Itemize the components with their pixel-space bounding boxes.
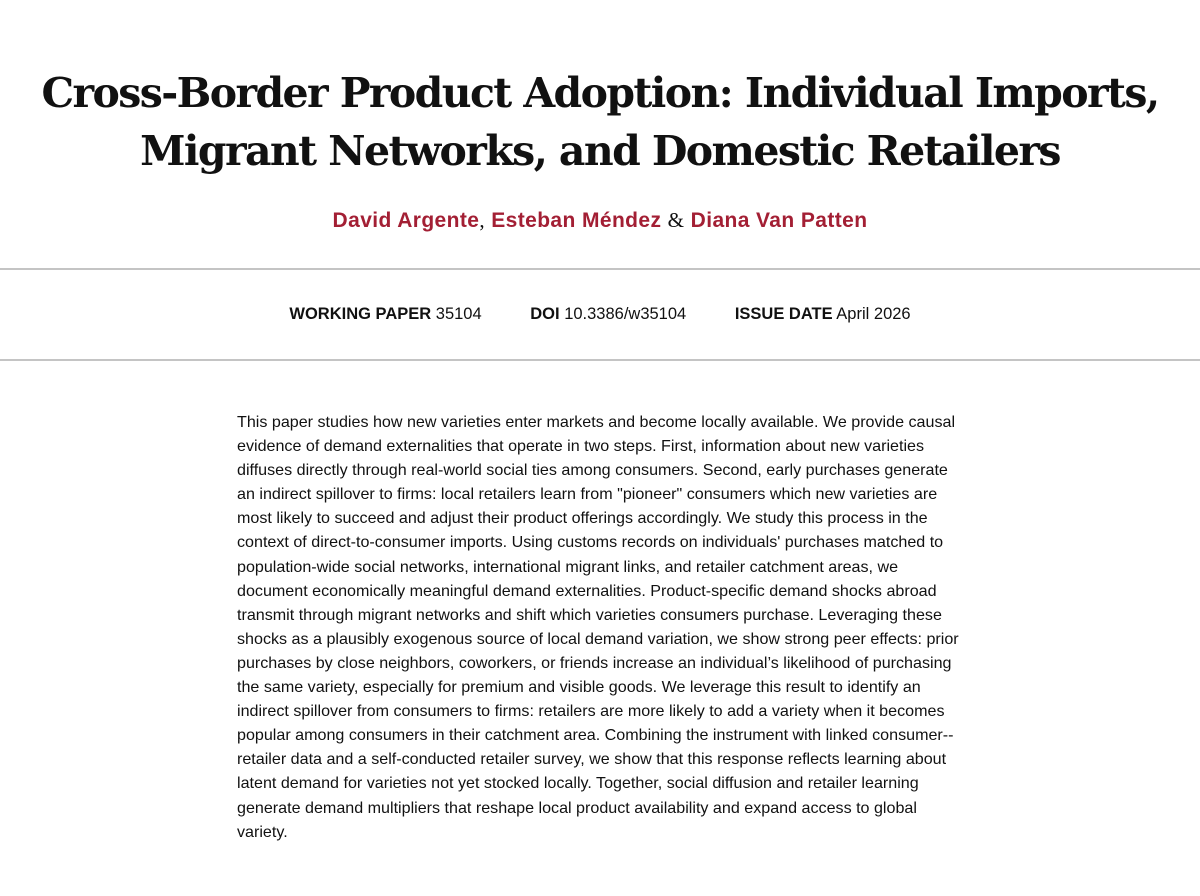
author-link-esteban-mendez[interactable]: Esteban Méndez — [491, 209, 662, 232]
doi — [530, 303, 686, 325]
issue-date-label: ISSUE DATE — [734, 305, 833, 323]
working-paper-label: WORKING PAPER — [289, 305, 432, 323]
paper-title — [0, 64, 1200, 180]
author-separator-ampersand: & — [667, 208, 685, 232]
abstract-text: This paper studies how new varieties enter markets and become locally available. We provide causal evidence of demand externalities that operate in two steps. First, information about new varieties diffuses directly through real-world social ties among consumers. Second, early purchases generate an indirect spillover to firms: local retailers learn from "pioneer" consumers which new varieties are most likely to succeed and adjust their product offerings accordingly. We study this process in the context of direct-to-consumer imports. Using customs records on individuals' purchases matched to population-wide social networks, international migrant links, and retailer catchment areas, we document economically meaningful demand externalities. Product-specific demand shocks abroad transmit through migrant networks and shift which varieties consumers purchase. Leveraging these shocks as a plausibly exogenous source of local demand variation, we show strong peer effects: prior purchases by close neighbors, coworkers, or friends increase an individual’s likelihood of purchasing the same variety, especially for premium and visible goods. We leverage this result to identify an indirect spillover from consumers to firms: retailers are more likely to add a variety when it becomes popular among consumers in their catchment area. Combining the instrument with linked consumer--retailer data and a self-conducted retailer survey, we show that this response reflects learning about latent demand for varieties not yet stocked locally. Together, social diffusion and retailer learning generate demand multipliers that reshape local product availability and expand access to global variety. — [237, 413, 959, 841]
author-link-david-argente[interactable]: David Argente — [332, 209, 480, 232]
author-separator-comma: , — [479, 208, 485, 232]
meta-bottom-divider — [0, 359, 1200, 361]
paper-title-line-2: Migrant Networks, and Domestic Retailers — [140, 127, 1060, 175]
paper-meta-bar — [0, 303, 1200, 325]
issue-date-value: April 2026 — [836, 305, 911, 323]
doi-value: 10.3386/w35104 — [564, 305, 687, 323]
issue-date — [735, 303, 911, 325]
working-paper-value: 35104 — [435, 305, 482, 323]
working-paper-number — [289, 303, 481, 325]
author-list — [0, 206, 1200, 235]
paper-title-line-1: Cross-Border Product Adoption: Individual Imports, — [41, 69, 1159, 117]
doi-label: DOI — [530, 305, 560, 323]
author-link-diana-van-patten[interactable]: Diana Van Patten — [690, 209, 868, 232]
meta-top-divider — [0, 268, 1200, 270]
